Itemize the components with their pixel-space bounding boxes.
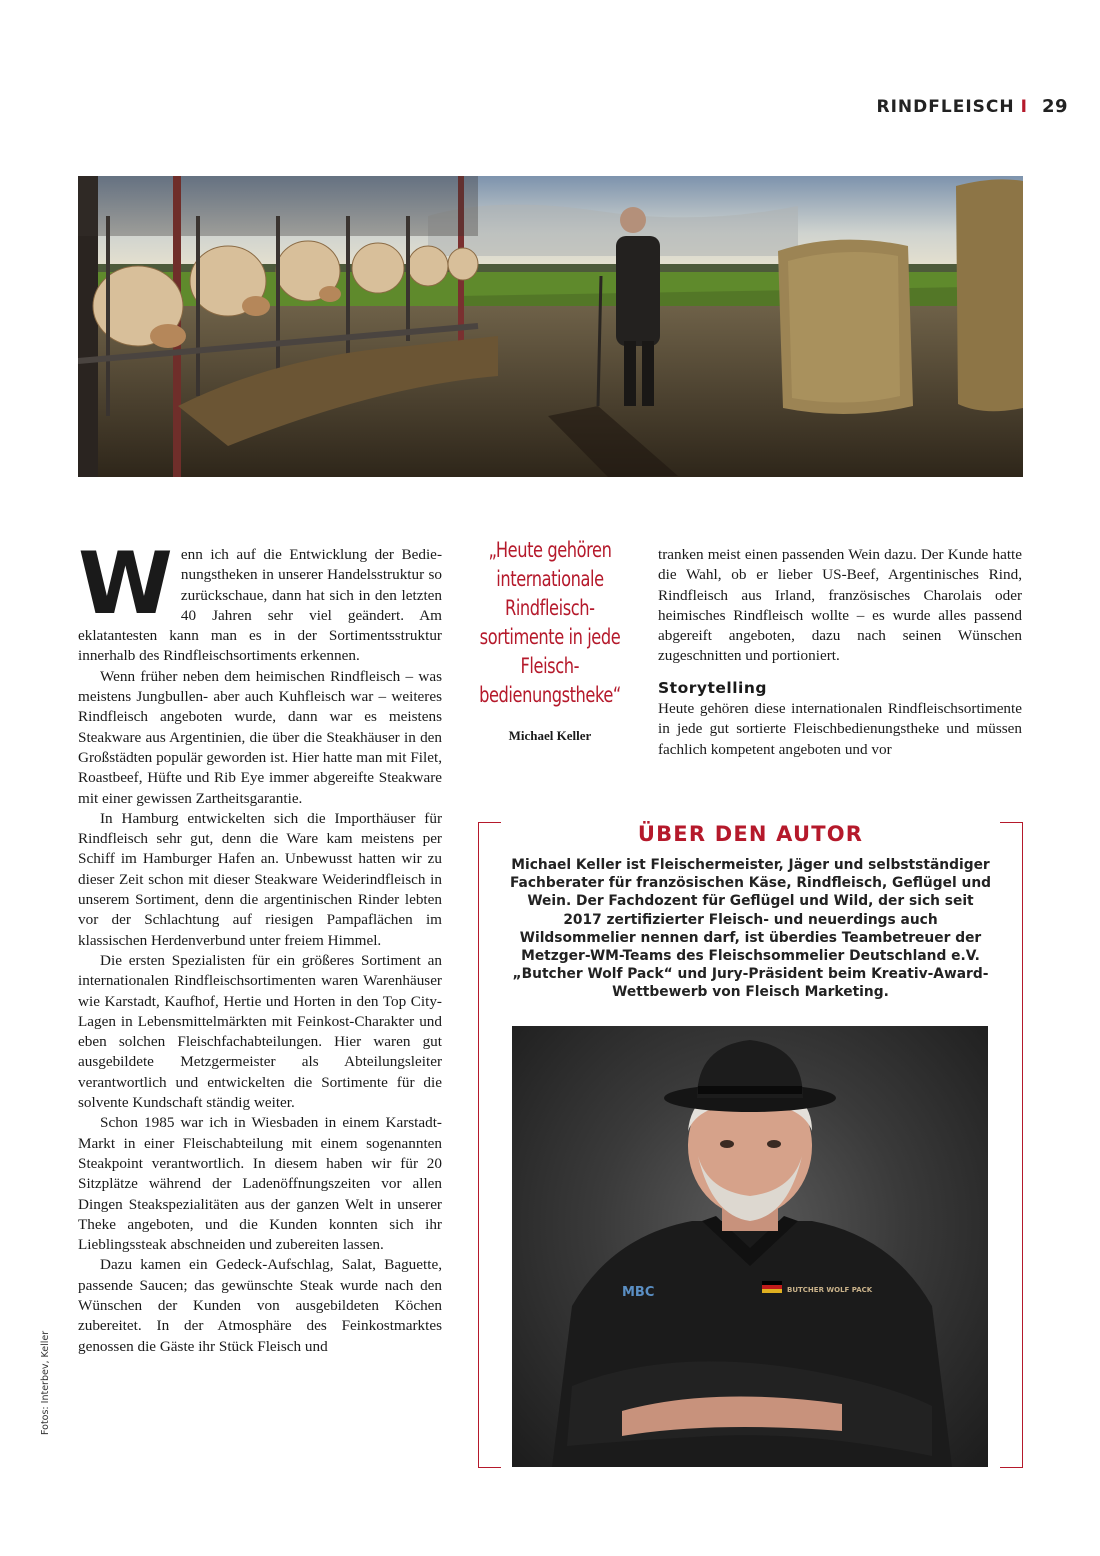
pull-quote-author: Michael Keller [508,728,592,743]
header-separator: I [1020,96,1028,117]
paragraph: Die ersten Spezialisten für ein größeres Sortiment an internationalen Rindfleischsortimenten waren Warenhäuser wie Karstadt, Kaufhof, Hertie und Horten in den Top City-Lagen in Lebensmittelmärkten mit Feinkost-Charakter und eben solchen Fleischfachabteilungen. Hier waren gut ausgebildete Metzgermeister als Abteilungsleiter verantwortlich und entwickelten die Sortimente für die solvente Kundschaft ständig weiter. [78,951,442,1112]
body-column-left [78,534,442,1357]
paragraph: Wenn früher neben dem heimischen Rindfleisch – was meistens Jungbullen- aber auch Kuhfleisch war – weiteres Rindfleisch angeboten wurde, dann war es meistens Steakware aus Argentinien, die über die Steakhäuser in den Großstädten populär geworden ist. Hier hatte man mit Filet, Roastbeef, Hüfte und Rib Eye immer abgereifte Steakware mit einer gewissen Zartheitsgarantie. [78,667,442,807]
paragraph: Dazu kamen ein Gedeck-Aufschlag, Salat, Baguette, passende Saucen; das gewünschte Steak wurde nach den Wünschen der Kunden von ausgebildeten Köchen zubereitet. In der Atmosphäre des Feinkostmarktes genossen die Gäste ihr Stück Fleisch und [78,1256,442,1355]
shirt-logo-left: MBC [622,1285,655,1300]
author-box [478,822,1023,1468]
author-portrait [512,1026,988,1467]
paragraph: In Hamburg entwickelten sich die Importhäuser für Rindfleisch sehr gut, denn die Ware kam meistens per Schiff im Hamburger Hafen an. Unbewusst hatten wir zu dieser Zeit schon mit dieser Steakware Weiderindfleisch in unserem Sortiment, denn die argentinischen Rinder lebten vor der Schlachtung auf riesigen Pampaflächen im klassischen Herdenverbund unter freiem Himmel. [78,809,442,949]
paragraph: Schon 1985 war ich in Wiesbaden in einem Karstadt-Markt in einer Fleischabteilung mit einem sogenannten Steakpoint verantwortlich. In diesem haben wir für 20 Sitzplätze während der Ladenöffnungszeiten vor allen Dingen Steakspezialitäten aus der ganzen Welt in unserer Theke angeboten, und die Kunden konnten sich ihr Lieblingssteak abschneiden und zubereiten lassen. [78,1114,442,1254]
drop-cap: W [78,534,173,634]
paragraph: enn ich auf die Entwicklung der Bedienungstheken in unserer Handelsstruktur so zurückschaue, dann hat sich in den letzten 40 Jahren sehr viel geändert. Am eklatantesten kann man es in der Sortimentsstruktur innerhalb des Rindfleischsortiments erkennen. [78,546,442,665]
cattle-barn-photo [78,176,1023,477]
page-number: 29 [1041,96,1068,117]
shirt-logo-right: BUTCHER WOLF PACK [787,1286,873,1294]
section-title: RINDFLEISCH [876,96,1015,117]
author-bio: Michael Keller ist Fleischermeister, Jäger und selbstständiger Fachberater für französischen Käse, Rindfleisch, Geflügel und Wein. Der Fachdozent für Geflügel und Wild, der sich seit 2017 zertifizierter Fleisch- und neuerdings auch Wildsommelier nennen darf, ist überdies Teambetreuer der Metzger-WM-Teams des Fleischsommelier Deutschland e.V. „Butcher Wolf Pack“ und Jury-Präsident beim Kreativ-Award-Wettbewerb von Fleisch Marketing. [509,857,992,1001]
author-portrait-illustration [512,1026,988,1467]
cattle-barn-illustration [78,176,1023,477]
pull-quote-text: „Heute gehören internationale Rindfleischsortimente in jede Fleischbedienungstheke“ [479,538,621,707]
body-column-right [658,545,1022,760]
pull-quote [466,536,634,744]
paragraph: Heute gehören diese internationalen Rindfleischsortimente in jede gut sortierte Fleischbedienungstheke und müssen fachlich kompetent angeboten und vor [658,700,1022,758]
bracket-left [478,822,501,1468]
bracket-right [1000,822,1023,1468]
photo-credit: Fotos: Interbev, Keller [40,1330,51,1435]
subheading: Storytelling [658,678,767,697]
paragraph: tranken meist einen passenden Wein dazu. Der Kunde hatte die Wahl, ob er lieber US-Beef, Argentinisches Rind, Rindfleisch aus Irland, französisches Charolais oder heimisches Rindfleisch wollte – es wurde alles passend abgereift angeboten, dazu nach seinen Wünschen zugeschnitten und portioniert. [658,546,1022,665]
author-box-title: ÜBER DEN AUTOR [637,822,864,846]
page-header [877,96,1068,117]
